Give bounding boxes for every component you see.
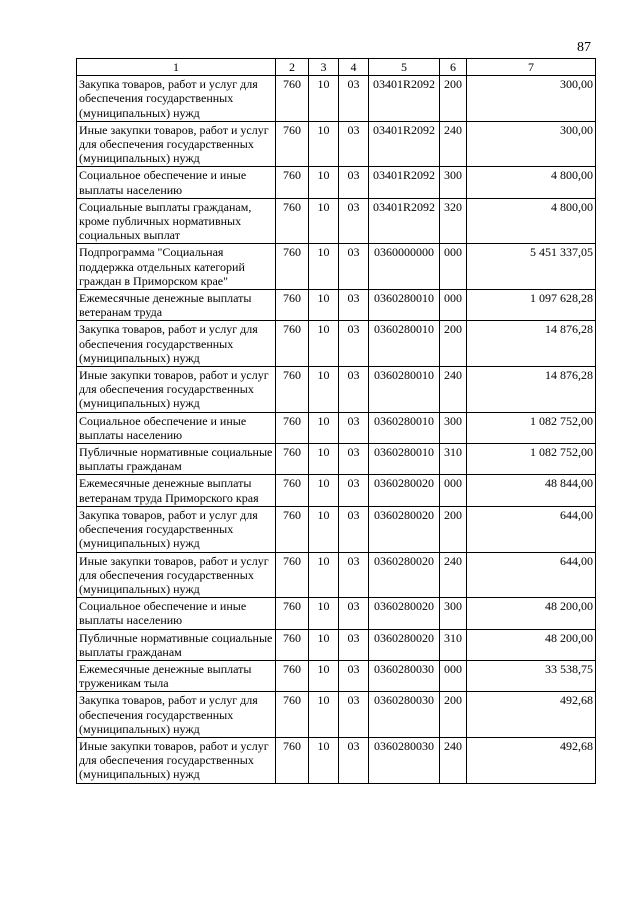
code-target-article: 0360280020 — [369, 506, 440, 552]
code-chapter: 760 — [276, 412, 309, 443]
column-header: 7 — [467, 59, 596, 76]
code-section: 10 — [309, 598, 339, 629]
code-expense-type: 320 — [440, 198, 467, 244]
row-name: Иные закупки товаров, работ и услуг для обеспечения государственных (муниципальных) нужд — [77, 737, 276, 783]
code-section: 10 — [309, 167, 339, 198]
code-section: 10 — [309, 367, 339, 413]
page-number: 87 — [577, 40, 591, 55]
table-row — [77, 367, 596, 413]
table-row — [77, 629, 596, 660]
code-expense-type: 000 — [440, 290, 467, 321]
row-name: Иные закупки товаров, работ и услуг для обеспечения государственных (муниципальных) нужд — [77, 367, 276, 413]
code-subsection: 03 — [339, 737, 369, 783]
amount: 48 844,00 — [467, 475, 596, 506]
code-subsection: 03 — [339, 660, 369, 691]
code-section: 10 — [309, 660, 339, 691]
table-row — [77, 506, 596, 552]
row-name: Социальное обеспечение и иные выплаты населению — [77, 598, 276, 629]
code-subsection: 03 — [339, 121, 369, 167]
code-chapter: 760 — [276, 290, 309, 321]
code-expense-type: 200 — [440, 506, 467, 552]
amount: 4 800,00 — [467, 167, 596, 198]
code-chapter: 760 — [276, 444, 309, 475]
table-header-row — [77, 59, 596, 76]
code-target-article: 03401R2092 — [369, 121, 440, 167]
code-chapter: 760 — [276, 198, 309, 244]
code-chapter: 760 — [276, 629, 309, 660]
code-section: 10 — [309, 629, 339, 660]
code-expense-type: 000 — [440, 475, 467, 506]
code-target-article: 0360280020 — [369, 629, 440, 660]
amount: 300,00 — [467, 76, 596, 122]
code-target-article: 0360280030 — [369, 660, 440, 691]
code-subsection: 03 — [339, 244, 369, 290]
amount: 300,00 — [467, 121, 596, 167]
column-header: 3 — [309, 59, 339, 76]
amount: 4 800,00 — [467, 198, 596, 244]
code-chapter: 760 — [276, 76, 309, 122]
code-target-article: 03401R2092 — [369, 167, 440, 198]
table-row — [77, 660, 596, 691]
code-subsection: 03 — [339, 367, 369, 413]
code-subsection: 03 — [339, 76, 369, 122]
amount: 5 451 337,05 — [467, 244, 596, 290]
code-expense-type: 200 — [440, 321, 467, 367]
code-target-article: 0360280020 — [369, 598, 440, 629]
column-header: 1 — [77, 59, 276, 76]
code-target-article: 03401R2092 — [369, 198, 440, 244]
code-target-article: 0360280010 — [369, 444, 440, 475]
code-expense-type: 200 — [440, 76, 467, 122]
code-subsection: 03 — [339, 198, 369, 244]
code-section: 10 — [309, 121, 339, 167]
amount: 48 200,00 — [467, 598, 596, 629]
amount: 492,68 — [467, 692, 596, 738]
code-expense-type: 000 — [440, 660, 467, 691]
code-section: 10 — [309, 321, 339, 367]
code-expense-type: 300 — [440, 598, 467, 629]
code-chapter: 760 — [276, 598, 309, 629]
code-expense-type: 240 — [440, 367, 467, 413]
code-target-article: 0360280010 — [369, 321, 440, 367]
amount: 1 082 752,00 — [467, 444, 596, 475]
code-section: 10 — [309, 506, 339, 552]
table-row — [77, 198, 596, 244]
code-chapter: 760 — [276, 692, 309, 738]
code-chapter: 760 — [276, 367, 309, 413]
code-subsection: 03 — [339, 629, 369, 660]
code-chapter: 760 — [276, 121, 309, 167]
row-name: Ежемесячные денежные выплаты ветеранам труда — [77, 290, 276, 321]
amount: 33 538,75 — [467, 660, 596, 691]
table-row — [77, 76, 596, 122]
code-target-article: 0360280010 — [369, 412, 440, 443]
code-section: 10 — [309, 552, 339, 598]
amount: 1 097 628,28 — [467, 290, 596, 321]
code-section: 10 — [309, 412, 339, 443]
code-target-article: 0360280030 — [369, 692, 440, 738]
code-chapter: 760 — [276, 506, 309, 552]
code-expense-type: 300 — [440, 412, 467, 443]
table-row — [77, 244, 596, 290]
table-row — [77, 737, 596, 783]
code-target-article: 03401R2092 — [369, 76, 440, 122]
code-chapter: 760 — [276, 475, 309, 506]
code-section: 10 — [309, 475, 339, 506]
code-subsection: 03 — [339, 475, 369, 506]
table-row — [77, 598, 596, 629]
column-header: 5 — [369, 59, 440, 76]
code-target-article: 0360280020 — [369, 475, 440, 506]
column-header: 2 — [276, 59, 309, 76]
code-chapter: 760 — [276, 660, 309, 691]
code-target-article: 0360280010 — [369, 290, 440, 321]
code-section: 10 — [309, 244, 339, 290]
code-section: 10 — [309, 737, 339, 783]
amount: 14 876,28 — [467, 367, 596, 413]
amount: 14 876,28 — [467, 321, 596, 367]
row-name: Закупка товаров, работ и услуг для обеспечения государственных (муниципальных) нужд — [77, 321, 276, 367]
table-row — [77, 321, 596, 367]
code-chapter: 760 — [276, 737, 309, 783]
table-row — [77, 290, 596, 321]
table-row — [77, 412, 596, 443]
code-subsection: 03 — [339, 552, 369, 598]
table-row — [77, 475, 596, 506]
code-section: 10 — [309, 444, 339, 475]
row-name: Иные закупки товаров, работ и услуг для обеспечения государственных (муниципальных) нужд — [77, 552, 276, 598]
code-subsection: 03 — [339, 444, 369, 475]
row-name: Подпрограмма "Социальная поддержка отдельных категорий граждан в Приморском крае" — [77, 244, 276, 290]
column-header: 4 — [339, 59, 369, 76]
row-name: Иные закупки товаров, работ и услуг для обеспечения государственных (муниципальных) нужд — [77, 121, 276, 167]
code-subsection: 03 — [339, 598, 369, 629]
code-subsection: 03 — [339, 167, 369, 198]
code-subsection: 03 — [339, 692, 369, 738]
table-row — [77, 444, 596, 475]
code-expense-type: 200 — [440, 692, 467, 738]
code-subsection: 03 — [339, 290, 369, 321]
table-row — [77, 552, 596, 598]
code-subsection: 03 — [339, 412, 369, 443]
row-name: Социальные выплаты гражданам, кроме публичных нормативных социальных выплат — [77, 198, 276, 244]
row-name: Публичные нормативные социальные выплаты гражданам — [77, 444, 276, 475]
code-expense-type: 240 — [440, 121, 467, 167]
code-target-article: 0360280010 — [369, 367, 440, 413]
code-chapter: 760 — [276, 244, 309, 290]
table-row — [77, 692, 596, 738]
code-section: 10 — [309, 290, 339, 321]
table-row — [77, 167, 596, 198]
row-name: Закупка товаров, работ и услуг для обеспечения государственных (муниципальных) нужд — [77, 506, 276, 552]
code-chapter: 760 — [276, 552, 309, 598]
row-name: Социальное обеспечение и иные выплаты населению — [77, 167, 276, 198]
row-name: Публичные нормативные социальные выплаты гражданам — [77, 629, 276, 660]
amount: 48 200,00 — [467, 629, 596, 660]
code-subsection: 03 — [339, 321, 369, 367]
row-name: Закупка товаров, работ и услуг для обеспечения государственных (муниципальных) нужд — [77, 692, 276, 738]
code-section: 10 — [309, 692, 339, 738]
code-expense-type: 240 — [440, 552, 467, 598]
code-target-article: 0360280020 — [369, 552, 440, 598]
amount: 1 082 752,00 — [467, 412, 596, 443]
amount: 492,68 — [467, 737, 596, 783]
amount: 644,00 — [467, 506, 596, 552]
code-chapter: 760 — [276, 167, 309, 198]
code-expense-type: 310 — [440, 629, 467, 660]
code-section: 10 — [309, 76, 339, 122]
code-expense-type: 240 — [440, 737, 467, 783]
code-expense-type: 300 — [440, 167, 467, 198]
code-target-article: 0360000000 — [369, 244, 440, 290]
code-expense-type: 310 — [440, 444, 467, 475]
code-chapter: 760 — [276, 321, 309, 367]
amount: 644,00 — [467, 552, 596, 598]
column-header: 6 — [440, 59, 467, 76]
code-subsection: 03 — [339, 506, 369, 552]
row-name: Социальное обеспечение и иные выплаты населению — [77, 412, 276, 443]
budget-table — [76, 58, 596, 784]
code-target-article: 0360280030 — [369, 737, 440, 783]
row-name: Ежемесячные денежные выплаты труженикам тыла — [77, 660, 276, 691]
code-expense-type: 000 — [440, 244, 467, 290]
code-section: 10 — [309, 198, 339, 244]
row-name: Ежемесячные денежные выплаты ветеранам труда Приморского края — [77, 475, 276, 506]
row-name: Закупка товаров, работ и услуг для обеспечения государственных (муниципальных) нужд — [77, 76, 276, 122]
table-row — [77, 121, 596, 167]
